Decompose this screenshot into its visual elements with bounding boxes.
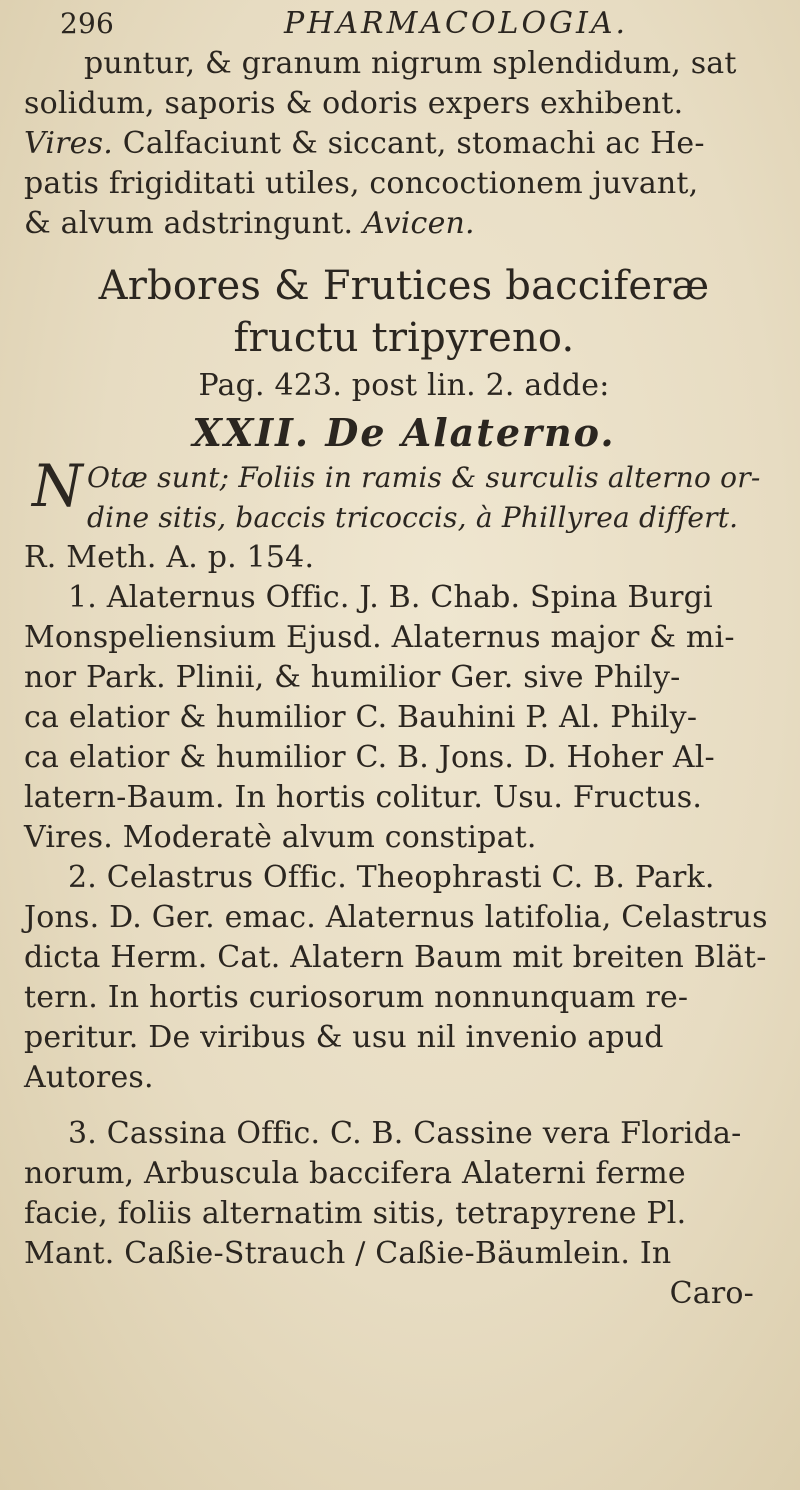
section-title-line-1: Arbores & Frutices bacciferæ [98, 263, 710, 309]
text-line: 1. Alaternus Offic. J. B. Chab. Spina Burgi [68, 580, 713, 615]
text-line: Mant. Caßie-Strauch / Caßie-Bäumlein. In [24, 1236, 672, 1271]
text-line: peritur. De viribus & usu nil invenio apud [24, 1020, 664, 1055]
text-line: solidum, saporis & odoris expers exhibent. [24, 86, 684, 121]
page-text [24, 0, 784, 1314]
text-line: ca elatior & humilior C. B. Jons. D. Hoher Al- [24, 740, 715, 775]
spacer [24, 1098, 784, 1114]
text-line: Otæ sunt; Foliis in ramis & surculis alterno or- [86, 461, 761, 494]
text-line: ca elatior & humilior C. Bauhini P. Al. Phily- [24, 700, 698, 735]
text-line: dine sitis, baccis tricoccis, à Phillyrea differt. [86, 501, 739, 534]
text-line: Autores. [24, 1060, 154, 1095]
text-line: R. Meth. A. p. 154. [24, 540, 315, 575]
text-line: puntur, & granum nigrum splendidum, sat [84, 46, 737, 81]
text-line: latern-Baum. In hortis colitur. Usu. Fructus. [24, 780, 703, 815]
text-line: norum, Arbuscula baccifera Alaterni ferme [24, 1156, 686, 1191]
page-number: 296 [60, 7, 115, 40]
text-fragment: & alvum adstringunt. [24, 206, 354, 241]
text-line [24, 124, 784, 164]
notae-paragraph [24, 452, 784, 578]
text-line: 2. Celastrus Offic. Theophrasti C. B. Park. [68, 860, 715, 895]
text-line: nor Park. Plinii, & humilior Ger. sive Phily- [24, 660, 681, 695]
spacer [24, 244, 784, 260]
vires-label: Vires. [24, 126, 113, 161]
running-title: PHARMACOLOGIA. [284, 6, 629, 41]
chapter-heading: XXII. De Alaterno. [192, 410, 616, 455]
text-line: patis frigiditati utiles, concoctionem juvant, [24, 166, 699, 201]
text-line: tern. In hortis curiosorum nonnunquam re- [24, 980, 689, 1015]
text-line [24, 204, 784, 244]
section-instruction: Pag. 423. post lin. 2. adde: [198, 368, 610, 403]
text-line: Monspeliensium Ejusd. Alaternus major & mi- [24, 620, 735, 655]
text-line: Vires. Moderatè alvum constipat. [24, 820, 537, 855]
text-line: Jons. D. Ger. emac. Alaternus latifolia, Celastrus [24, 900, 768, 935]
drop-cap: N [32, 452, 83, 520]
running-header [24, 0, 784, 44]
author-reference: Avicen. [362, 206, 475, 241]
text-fragment: Calfaciunt & siccant, stomachi ac He- [122, 126, 705, 161]
text-line: 3. Cassina Offic. C. B. Cassine vera Florida- [68, 1116, 742, 1151]
text-line: facie, foliis alternatim sitis, tetrapyrene Pl. [24, 1196, 687, 1231]
text-line: dicta Herm. Cat. Alatern Baum mit breiten Blät- [24, 940, 767, 975]
section-title-line-2: fructu tripyreno. [233, 315, 575, 361]
catchword: Caro- [669, 1276, 754, 1311]
